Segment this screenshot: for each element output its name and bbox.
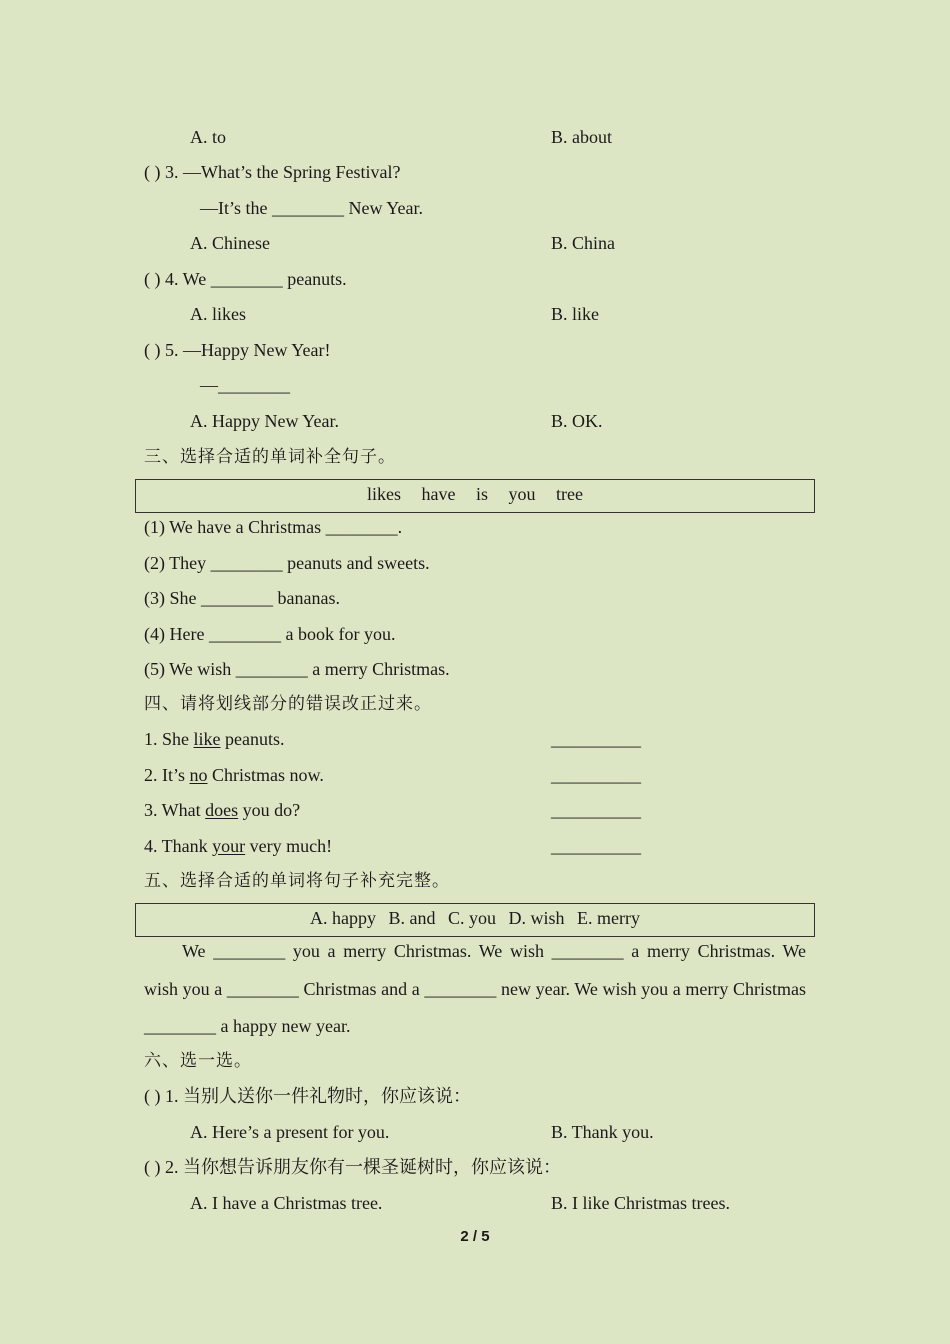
underlined-error: like bbox=[193, 729, 221, 749]
section3-word-box bbox=[135, 479, 815, 513]
section3-item-1: (1) We have a Christmas ________. bbox=[144, 517, 403, 537]
section5-option-box bbox=[135, 903, 815, 937]
word-bank-item: you bbox=[508, 484, 536, 504]
sentence-end: very much! bbox=[245, 836, 333, 856]
section4-item-4 bbox=[144, 834, 332, 858]
q3-prompt: ( ) 3. —What’s the Spring Festival? bbox=[144, 162, 401, 182]
option-item: A. happy bbox=[309, 908, 376, 928]
section6-heading: 六、选一选。 bbox=[144, 1051, 252, 1070]
answer-blank-1: __________ bbox=[551, 729, 641, 749]
word-bank-item: likes bbox=[367, 484, 401, 504]
sentence-start: 4. Thank bbox=[144, 836, 213, 856]
underlined-error: your bbox=[212, 836, 246, 856]
answer-blank-2: __________ bbox=[551, 765, 641, 785]
option-item: C. you bbox=[447, 908, 496, 928]
section3-item-2: (2) They ________ peanuts and sweets. bbox=[144, 553, 430, 573]
section6-q2-prompt: ( ) 2. 当你想告诉朋友你有一棵圣诞树时，你应该说： bbox=[144, 1157, 561, 1177]
sentence-start: 1. She bbox=[144, 729, 194, 749]
section6-q1-option-a: A. Here’s a present for you. bbox=[190, 1122, 390, 1142]
underlined-error: does bbox=[205, 800, 239, 820]
sentence-start: 3. What bbox=[144, 800, 206, 820]
q4-option-b: B. like bbox=[551, 304, 599, 324]
section4-item-3 bbox=[144, 798, 300, 822]
sentence-end: you do? bbox=[238, 800, 301, 820]
section6-q2-option-a: A. I have a Christmas tree. bbox=[190, 1193, 383, 1213]
section6-q1-prompt: ( ) 1. 当别人送你一件礼物时，你应该说： bbox=[144, 1086, 471, 1106]
option-item: B. and bbox=[388, 908, 436, 928]
q3-option-b: B. China bbox=[551, 233, 616, 253]
word-bank-item: tree bbox=[556, 484, 583, 504]
q5-prompt: ( ) 5. —Happy New Year! bbox=[144, 340, 331, 360]
sentence-end: peanuts. bbox=[220, 729, 285, 749]
option-item: E. merry bbox=[577, 908, 640, 928]
sentence-end: Christmas now. bbox=[207, 765, 324, 785]
section4-item-2 bbox=[144, 763, 324, 787]
q4-prompt: ( ) 4. We ________ peanuts. bbox=[144, 269, 347, 289]
q3-reply: —It’s the ________ New Year. bbox=[200, 198, 423, 218]
word-bank-item: is bbox=[475, 484, 488, 504]
section3-item-5: (5) We wish ________ a merry Christmas. bbox=[144, 659, 450, 679]
word-bank-item: have bbox=[421, 484, 456, 504]
answer-blank-3: __________ bbox=[551, 800, 641, 820]
section6-q1-option-b: B. Thank you. bbox=[551, 1122, 654, 1142]
section5-paragraph: We ________ you a merry Christmas. We wish ________ a merry Christmas. We wish you a ________ Christmas and a ________ new year. We wish you a merry Christmas ________ a happy new year. bbox=[144, 941, 806, 1036]
answer-blank-4: __________ bbox=[551, 836, 641, 856]
q2-option-a: A. to bbox=[190, 127, 226, 147]
q5-reply: —________ bbox=[200, 375, 290, 395]
underlined-error: no bbox=[189, 765, 208, 785]
section3-item-4: (4) Here ________ a book for you. bbox=[144, 624, 396, 644]
section4-item-1 bbox=[144, 727, 284, 751]
q3-option-a: A. Chinese bbox=[190, 233, 270, 253]
page-number: 2 / 5 bbox=[460, 1228, 490, 1245]
q4-option-a: A. likes bbox=[190, 304, 246, 324]
section3-heading: 三、选择合适的单词补全句子。 bbox=[144, 447, 396, 466]
section4-heading: 四、请将划线部分的错误改正过来。 bbox=[144, 694, 432, 713]
sentence-start: 2. It’s bbox=[144, 765, 190, 785]
section3-item-3: (3) She ________ bananas. bbox=[144, 588, 340, 608]
section6-q2-option-b: B. I like Christmas trees. bbox=[551, 1193, 730, 1213]
option-item: D. wish bbox=[508, 908, 565, 928]
q2-option-b: B. about bbox=[551, 127, 612, 147]
q5-option-b: B. OK. bbox=[551, 411, 603, 431]
section5-heading: 五、选择合适的单词将句子补充完整。 bbox=[144, 871, 450, 890]
q5-option-a: A. Happy New Year. bbox=[190, 411, 339, 431]
